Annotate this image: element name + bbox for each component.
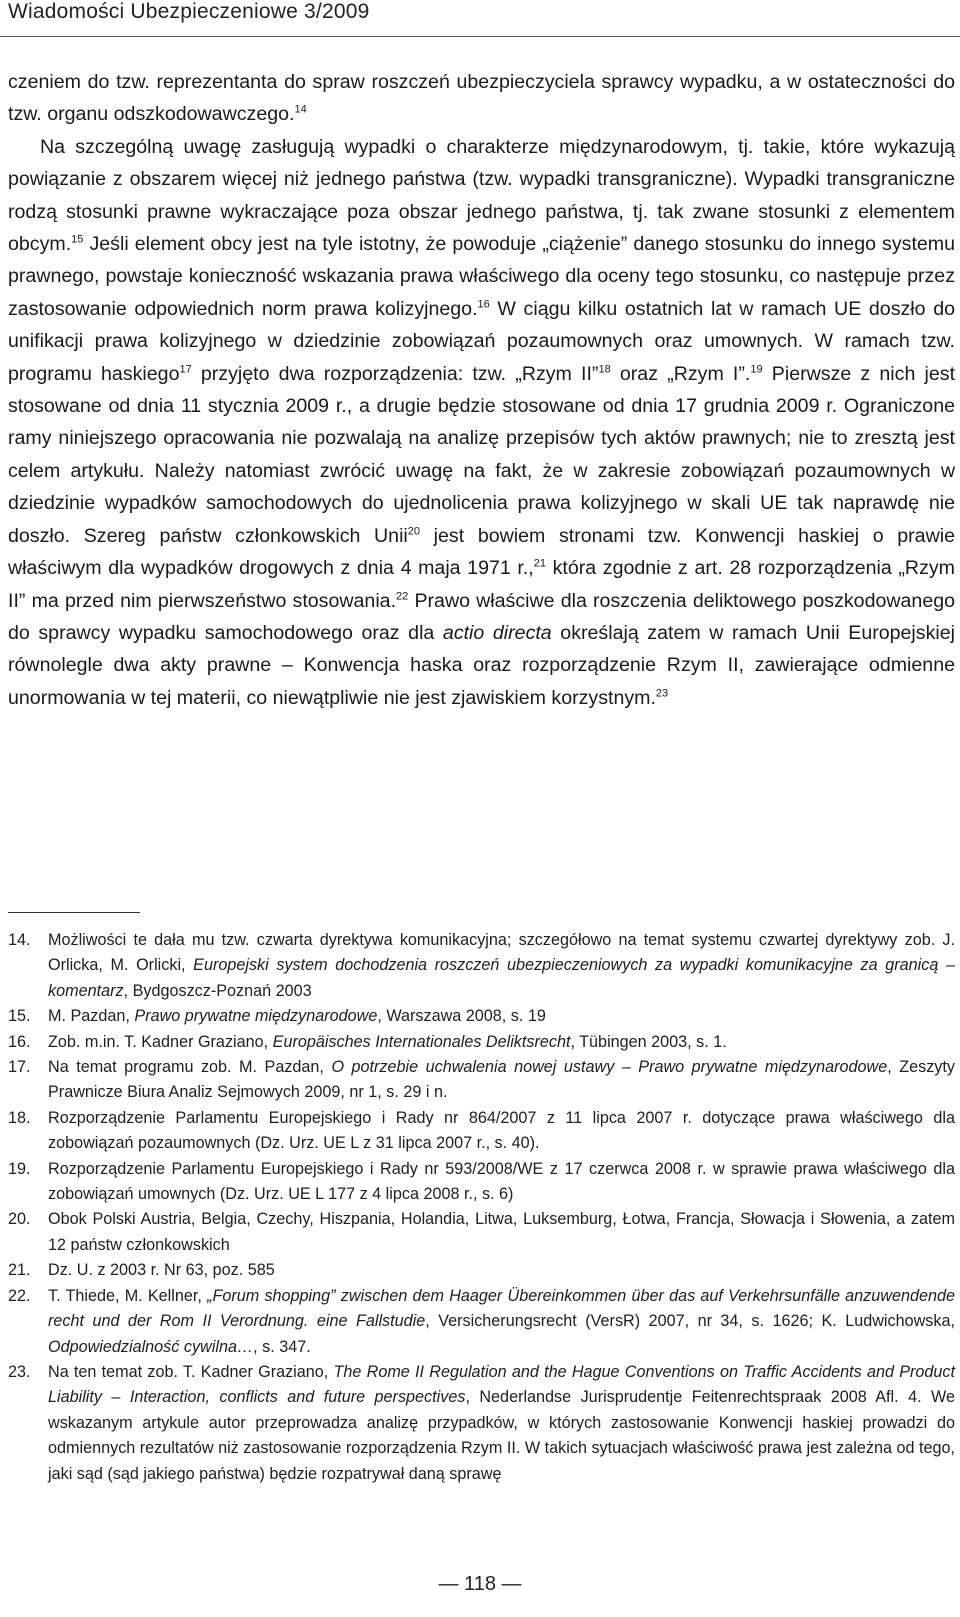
footnote-italic-text: The Rome II Regulation and the Hague Conventions on Traffic Accidents and Product Liability – Interaction, conflicts and future perspectives (48, 1362, 955, 1407)
text-run: Jeśli element obcy jest na tyle istotny, że powoduje „ciążenie” danego stosunku do innego systemu prawnego, powstaje konieczność wskazania prawa właściwego dla oceny tego stosunku, co następuje przez zastosowanie odpowiednich norm prawa kolizyjnego. (8, 233, 955, 320)
footnote-ref[interactable]: 20 (407, 525, 421, 538)
text-run: czeniem do tzw. reprezentanta do spraw roszczeń ubezpieczyciela sprawcy wypadku, a w ostateczności do tzw. organu odszkodowawczego. (8, 71, 955, 126)
footnote-item (8, 1207, 955, 1258)
footnote-number: 16. (8, 1032, 31, 1051)
text-run: Pierwsze z nich jest stosowane od dnia 11 stycznia 2009 r., a drugie będzie stosowane od dnia 17 grudnia 2009 r. Ograniczone ramy niniejszego opracowania nie pozwalają na analizę przepisów tych aktów prawnych; nie to zresztą jest celem artykułu. Należy natomiast zwrócić uwagę na fakt, że w zakresie zobowiązań pozaumownych w dziedzinie wypadków samochodowych do ujednolicenia prawa kolizyjnego w skali UE tak naprawdę nie doszło. Szereg państw członkowskich Unii (8, 362, 956, 547)
journal-title: Wiadomości Ubezpieczeniowe 3/2009 (8, 0, 370, 23)
italic-term: actio directa (442, 621, 552, 644)
footnote-text: , Bydgoszcz-Poznań 2003 (123, 981, 312, 1000)
footnote-number: 17. (8, 1058, 31, 1077)
footnote-ref[interactable]: 18 (598, 363, 611, 376)
footnote-italic-text: „Forum shopping” zwischen dem Haager Übereinkommen über das auf Verkehrsunfälle anzuwendende recht und der Rom II Verordnung. eine Fallstudie (48, 1286, 955, 1331)
footnote-italic-text: O potrzebie uchwalenia nowej ustawy – Prawo prywatne międzynarodowe (331, 1058, 888, 1077)
footnote-number: 15. (8, 1007, 31, 1026)
footnote-ref[interactable]: 16 (477, 298, 490, 311)
footnote-item (8, 1106, 955, 1157)
footnote-item (8, 928, 955, 1004)
footnote-text: , Versicherungsrecht (VersR) 2007, nr 34, s. 1626; K. Ludwichowska, (425, 1312, 955, 1331)
text-run: W ciągu kilku ostatnich lat w ramach UE doszło do unifikacji prawa kolizyjnego w dziedzinie zobowiązań pozaumownych oraz umownych. W ramach tzw. programu haskiego (8, 297, 955, 385)
footnote-item (8, 1258, 955, 1283)
footnote-ref[interactable]: 23 (655, 687, 669, 700)
footnotes-list (8, 928, 955, 1487)
footnote-text: , Warszawa 2008, s. 19 (377, 1007, 546, 1026)
footnote-number: 19. (8, 1159, 31, 1178)
footnote-text: Na ten temat zob. T. Kadner Graziano, (48, 1362, 334, 1381)
running-header (0, 0, 960, 37)
text-run: Na szczególną uwagę zasługują wypadki o charakterze międzynarodowym, tj. takie, które wykazują powiązanie z obszarem więcej niż jednego państwa (tzw. wypadki transgraniczne). Wypadki transgraniczne rodzą stosunki prawne wykraczające poza obszar jednego państwa, tj. tak zwane stosunki z elementem obcym. (8, 135, 955, 256)
footnote-text: M. Pazdan, (48, 1007, 135, 1026)
footnote-italic-text: Prawo prywatne międzynarodowe (134, 1007, 378, 1026)
footnote-text: Rozporządzenie Parlamentu Europejskiego i Rady nr 864/2007 z 11 lipca 2007 r. dotyczące prawa właściwego dla zobowiązań pozaumownych (Dz. Urz. UE L z 31 lipca 2007 r., s. 40). (48, 1108, 955, 1153)
page-number: — 118 — (438, 1573, 522, 1595)
footnote-ref[interactable]: 19 (750, 363, 763, 376)
text-run: Prawo właściwe dla roszczenia deliktowego poszkodowanego do sprawcy wypadku samochodowego oraz dla (8, 589, 956, 644)
footnote-italic-text: Odpowiedzialność cywilna… (48, 1337, 254, 1356)
footnote-text: , Zeszyty Prawnicze Biura Analiz Sejmowych 2009, nr 1, s. 29 i n. (48, 1058, 955, 1102)
paragraph (8, 131, 955, 714)
footnote-ref[interactable]: 17 (179, 363, 192, 376)
footnote-item (8, 1004, 955, 1029)
footnote-text: Zob. m.in. T. Kadner Graziano, (48, 1032, 273, 1051)
text-run: jest bowiem stronami tzw. Konwencji haskiej o prawie właściwym dla wypadków drogowych z dnia 4 maja 1971 r., (8, 524, 955, 580)
footnote-item (8, 1055, 955, 1106)
footnote-ref[interactable]: 21 (533, 557, 546, 570)
footnote-number: 18. (8, 1108, 31, 1127)
footnote-text: T. Thiede, M. Kellner, (48, 1286, 208, 1305)
text-run: określają zatem w ramach Unii Europejskiej równolegle dwa akty prawne – Konwencja haska oraz rozporządzenie Rzym II, zawierające odmienne unormowania w tej materii, co niewątpliwie nie jest zjawiskiem korzystnym. (8, 621, 955, 709)
footnote-item (8, 1284, 955, 1360)
footnote-number: 21. (8, 1261, 31, 1280)
footnote-ref[interactable]: 14 (294, 103, 307, 116)
article-body (8, 66, 955, 714)
footnote-text: Obok Polski Austria, Belgia, Czechy, Hiszpania, Holandia, Litwa, Luksemburg, Łotwa, Francja, Słowacja i Słowenia, a zatem 12 państw członkowskich (48, 1210, 955, 1254)
footnote-ref[interactable]: 15 (71, 233, 84, 246)
text-run: która zgodnie z art. 28 rozporządzenia „Rzym II” ma przed nim pierwszeństwo stosowania. (8, 557, 955, 612)
footnote-item (8, 1157, 955, 1208)
paragraph (8, 66, 955, 131)
footnote-number: 23. (8, 1362, 31, 1381)
footnote-number: 20. (8, 1210, 31, 1229)
footnote-separator (8, 912, 140, 913)
footnote-item (8, 1030, 955, 1055)
footnote-italic-text: Europejski system dochodzenia roszczeń ubezpieczeniowych za wypadki komunikacyjne za granicą – komentarz (48, 956, 955, 1000)
footnote-number: 22. (8, 1286, 31, 1305)
footnote-text: , Nederlandse Jurisprudentje Feitenrechtspraak 2008 Afl. 4. We wskazanym artykule autor przeprowadza analizę przypadków, w których zastosowanie Konwencji haskiej prowadzi do odmiennych rezultatów niż zastosowanie rozporządzenia Rzym II. W takich sytuacjach właściwość prawa jest zależna od tego, jaki sąd (sąd jakiego państwa) będzie rozpatrywał daną sprawę (48, 1388, 955, 1483)
footnote-item (8, 1360, 955, 1487)
text-run: przyjęto dwa rozporządzenia: tzw. „Rzym II” (191, 362, 599, 385)
footnote-text: , Tübingen 2003, s. 1. (570, 1032, 727, 1051)
footnote-text: , s. 347. (253, 1337, 311, 1356)
footnote-ref[interactable]: 22 (396, 589, 409, 602)
footnote-text: Dz. U. z 2003 r. Nr 63, poz. 585 (48, 1261, 275, 1280)
footnote-text: Na temat programu zob. M. Pazdan, (48, 1058, 332, 1077)
footnote-number: 14. (8, 931, 31, 949)
footnote-text: Rozporządzenie Parlamentu Europejskiego i Rady nr 593/2008/WE z 17 czerwca 2008 r. w sprawie prawa właściwego dla zobowiązań umownych (Dz. Urz. UE L 177 z 4 lipca 2008 r., s. 6) (48, 1159, 955, 1204)
footnote-italic-text: Europäisches Internationales Deliktsrecht (272, 1032, 571, 1051)
text-run: oraz „Rzym I”. (610, 362, 751, 385)
footnote-text: Możliwości te dała mu tzw. czwarta dyrektywa komunikacyjna; szczegółowo na temat systemu czwartej dyrektywy zob. J. Orlicka, M. Orlicki, (48, 931, 955, 975)
